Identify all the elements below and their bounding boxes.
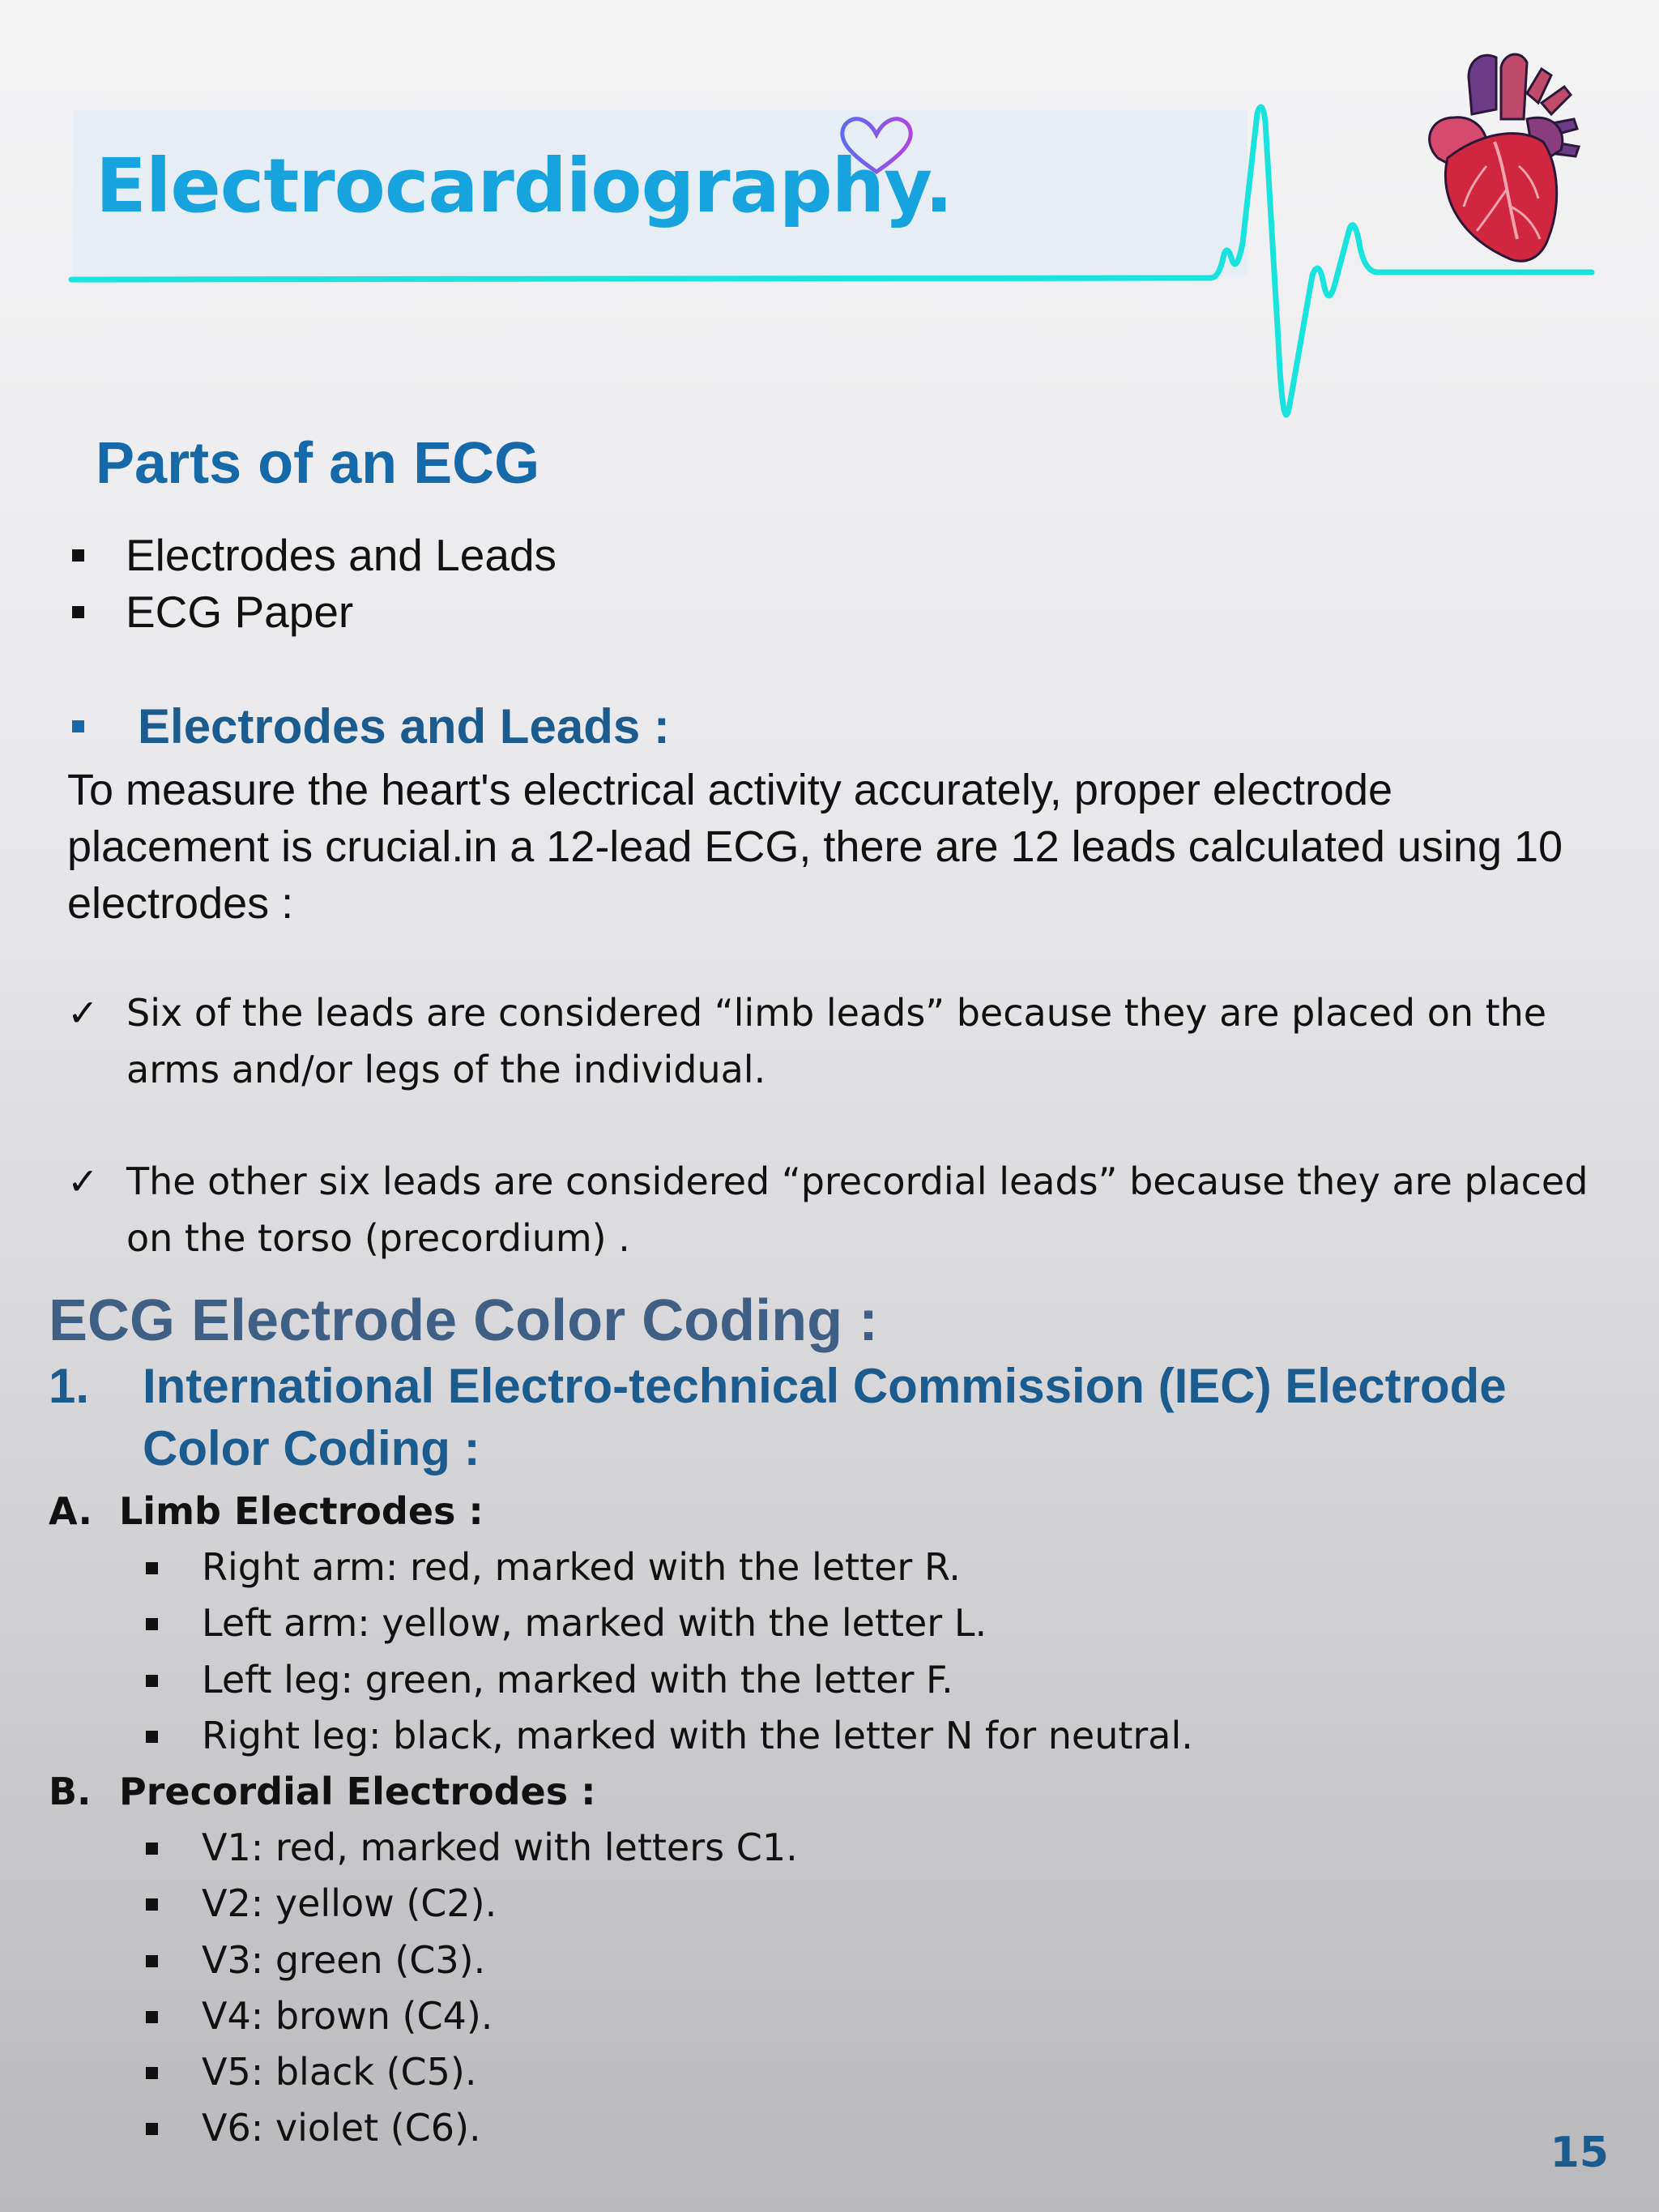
subsection-heading-electrodes: Electrodes and Leads : bbox=[138, 699, 670, 754]
subheading-letter: B. bbox=[49, 1770, 92, 1813]
square-bullet-icon bbox=[146, 1955, 158, 1967]
section-heading-parts: Parts of an ECG bbox=[96, 431, 540, 496]
subheading-letter: A. bbox=[49, 1489, 92, 1533]
anatomical-heart-icon bbox=[1405, 45, 1600, 271]
page-title: Electrocardiography. bbox=[96, 143, 953, 229]
list-item-text: Left arm: yellow, marked with the letter L. bbox=[202, 1601, 987, 1646]
square-bullet-icon bbox=[146, 1898, 158, 1911]
checkmark-icon: ✓ bbox=[67, 1159, 99, 1203]
list-item bbox=[146, 1539, 1604, 1595]
square-bullet-icon bbox=[72, 720, 84, 732]
list-item-text: ECG Paper bbox=[126, 587, 354, 637]
heading-text: International Electro-technical Commission (IEC) Electrode Color Coding : bbox=[143, 1359, 1507, 1475]
square-bullet-icon bbox=[146, 1562, 158, 1574]
subheading-limb-electrodes bbox=[49, 1483, 484, 1539]
subheading-precordial-electrodes bbox=[49, 1763, 596, 1820]
checklist-item bbox=[67, 984, 1606, 1098]
list-item-text: V1: red, marked with letters C1. bbox=[202, 1826, 798, 1869]
list-item-text: Left leg: green, marked with the letter F. bbox=[202, 1657, 953, 1702]
parts-list bbox=[69, 527, 1608, 640]
section-heading-color-coding: ECG Electrode Color Coding : bbox=[49, 1288, 879, 1353]
numbered-heading-iec bbox=[49, 1355, 1620, 1480]
list-item-text: V6: violet (C6). bbox=[202, 2106, 481, 2150]
list-item-text: Electrodes and Leads bbox=[126, 530, 557, 580]
limb-electrode-list bbox=[146, 1539, 1604, 1764]
list-item-text: V2: yellow (C2). bbox=[202, 1881, 497, 1926]
checkmark-icon: ✓ bbox=[67, 991, 99, 1035]
precordial-electrode-list bbox=[146, 1820, 1604, 2157]
list-item bbox=[69, 583, 1608, 640]
list-item bbox=[146, 1876, 1604, 1932]
list-item bbox=[146, 1652, 1604, 1708]
heading-number: 1. bbox=[49, 1359, 90, 1413]
list-item-text: V5: black (C5). bbox=[202, 2050, 477, 2095]
list-item-text: V3: green (C3). bbox=[202, 1937, 486, 1982]
square-bullet-icon bbox=[146, 1843, 158, 1855]
list-item bbox=[146, 1595, 1604, 1651]
square-bullet-icon bbox=[146, 1675, 158, 1687]
list-item-text: V4: brown (C4). bbox=[202, 1993, 493, 2038]
intro-paragraph: To measure the heart's electrical activity accurately, proper electrode placement is crucial.in a 12-lead ECG, there are 12 leads calculated using 10 electrodes : bbox=[67, 766, 1563, 928]
square-bullet-icon bbox=[146, 2011, 158, 2023]
list-item bbox=[146, 1708, 1604, 1764]
subheading-text: Precordial Electrodes : bbox=[119, 1770, 596, 1813]
heart-outline-icon bbox=[834, 113, 919, 178]
page-number: 15 bbox=[1550, 2129, 1609, 2177]
square-bullet-icon bbox=[146, 2067, 158, 2079]
square-bullet-icon bbox=[72, 606, 84, 618]
square-bullet-icon bbox=[146, 2123, 158, 2135]
square-bullet-icon bbox=[72, 549, 84, 562]
checklist-item bbox=[67, 1153, 1606, 1266]
square-bullet-icon bbox=[146, 1618, 158, 1630]
list-item-text: Right arm: red, marked with the letter R. bbox=[202, 1545, 961, 1589]
list-item bbox=[146, 2100, 1604, 2156]
list-item bbox=[146, 1820, 1604, 1876]
square-bullet-icon bbox=[146, 1731, 158, 1743]
list-item bbox=[146, 1988, 1604, 2044]
checklist-text: Six of the leads are considered “limb leads” because they are placed on the arms and/or legs of the individual. bbox=[126, 991, 1547, 1091]
list-item bbox=[69, 527, 1608, 583]
list-item bbox=[146, 2044, 1604, 2100]
subheading-text: Limb Electrodes : bbox=[119, 1489, 484, 1533]
list-item-text: Right leg: black, marked with the letter N for neutral. bbox=[202, 1713, 1193, 1757]
checklist-text: The other six leads are considered “precordial leads” because they are placed on the torso (precordium) . bbox=[126, 1159, 1589, 1260]
list-item bbox=[146, 1932, 1604, 1988]
